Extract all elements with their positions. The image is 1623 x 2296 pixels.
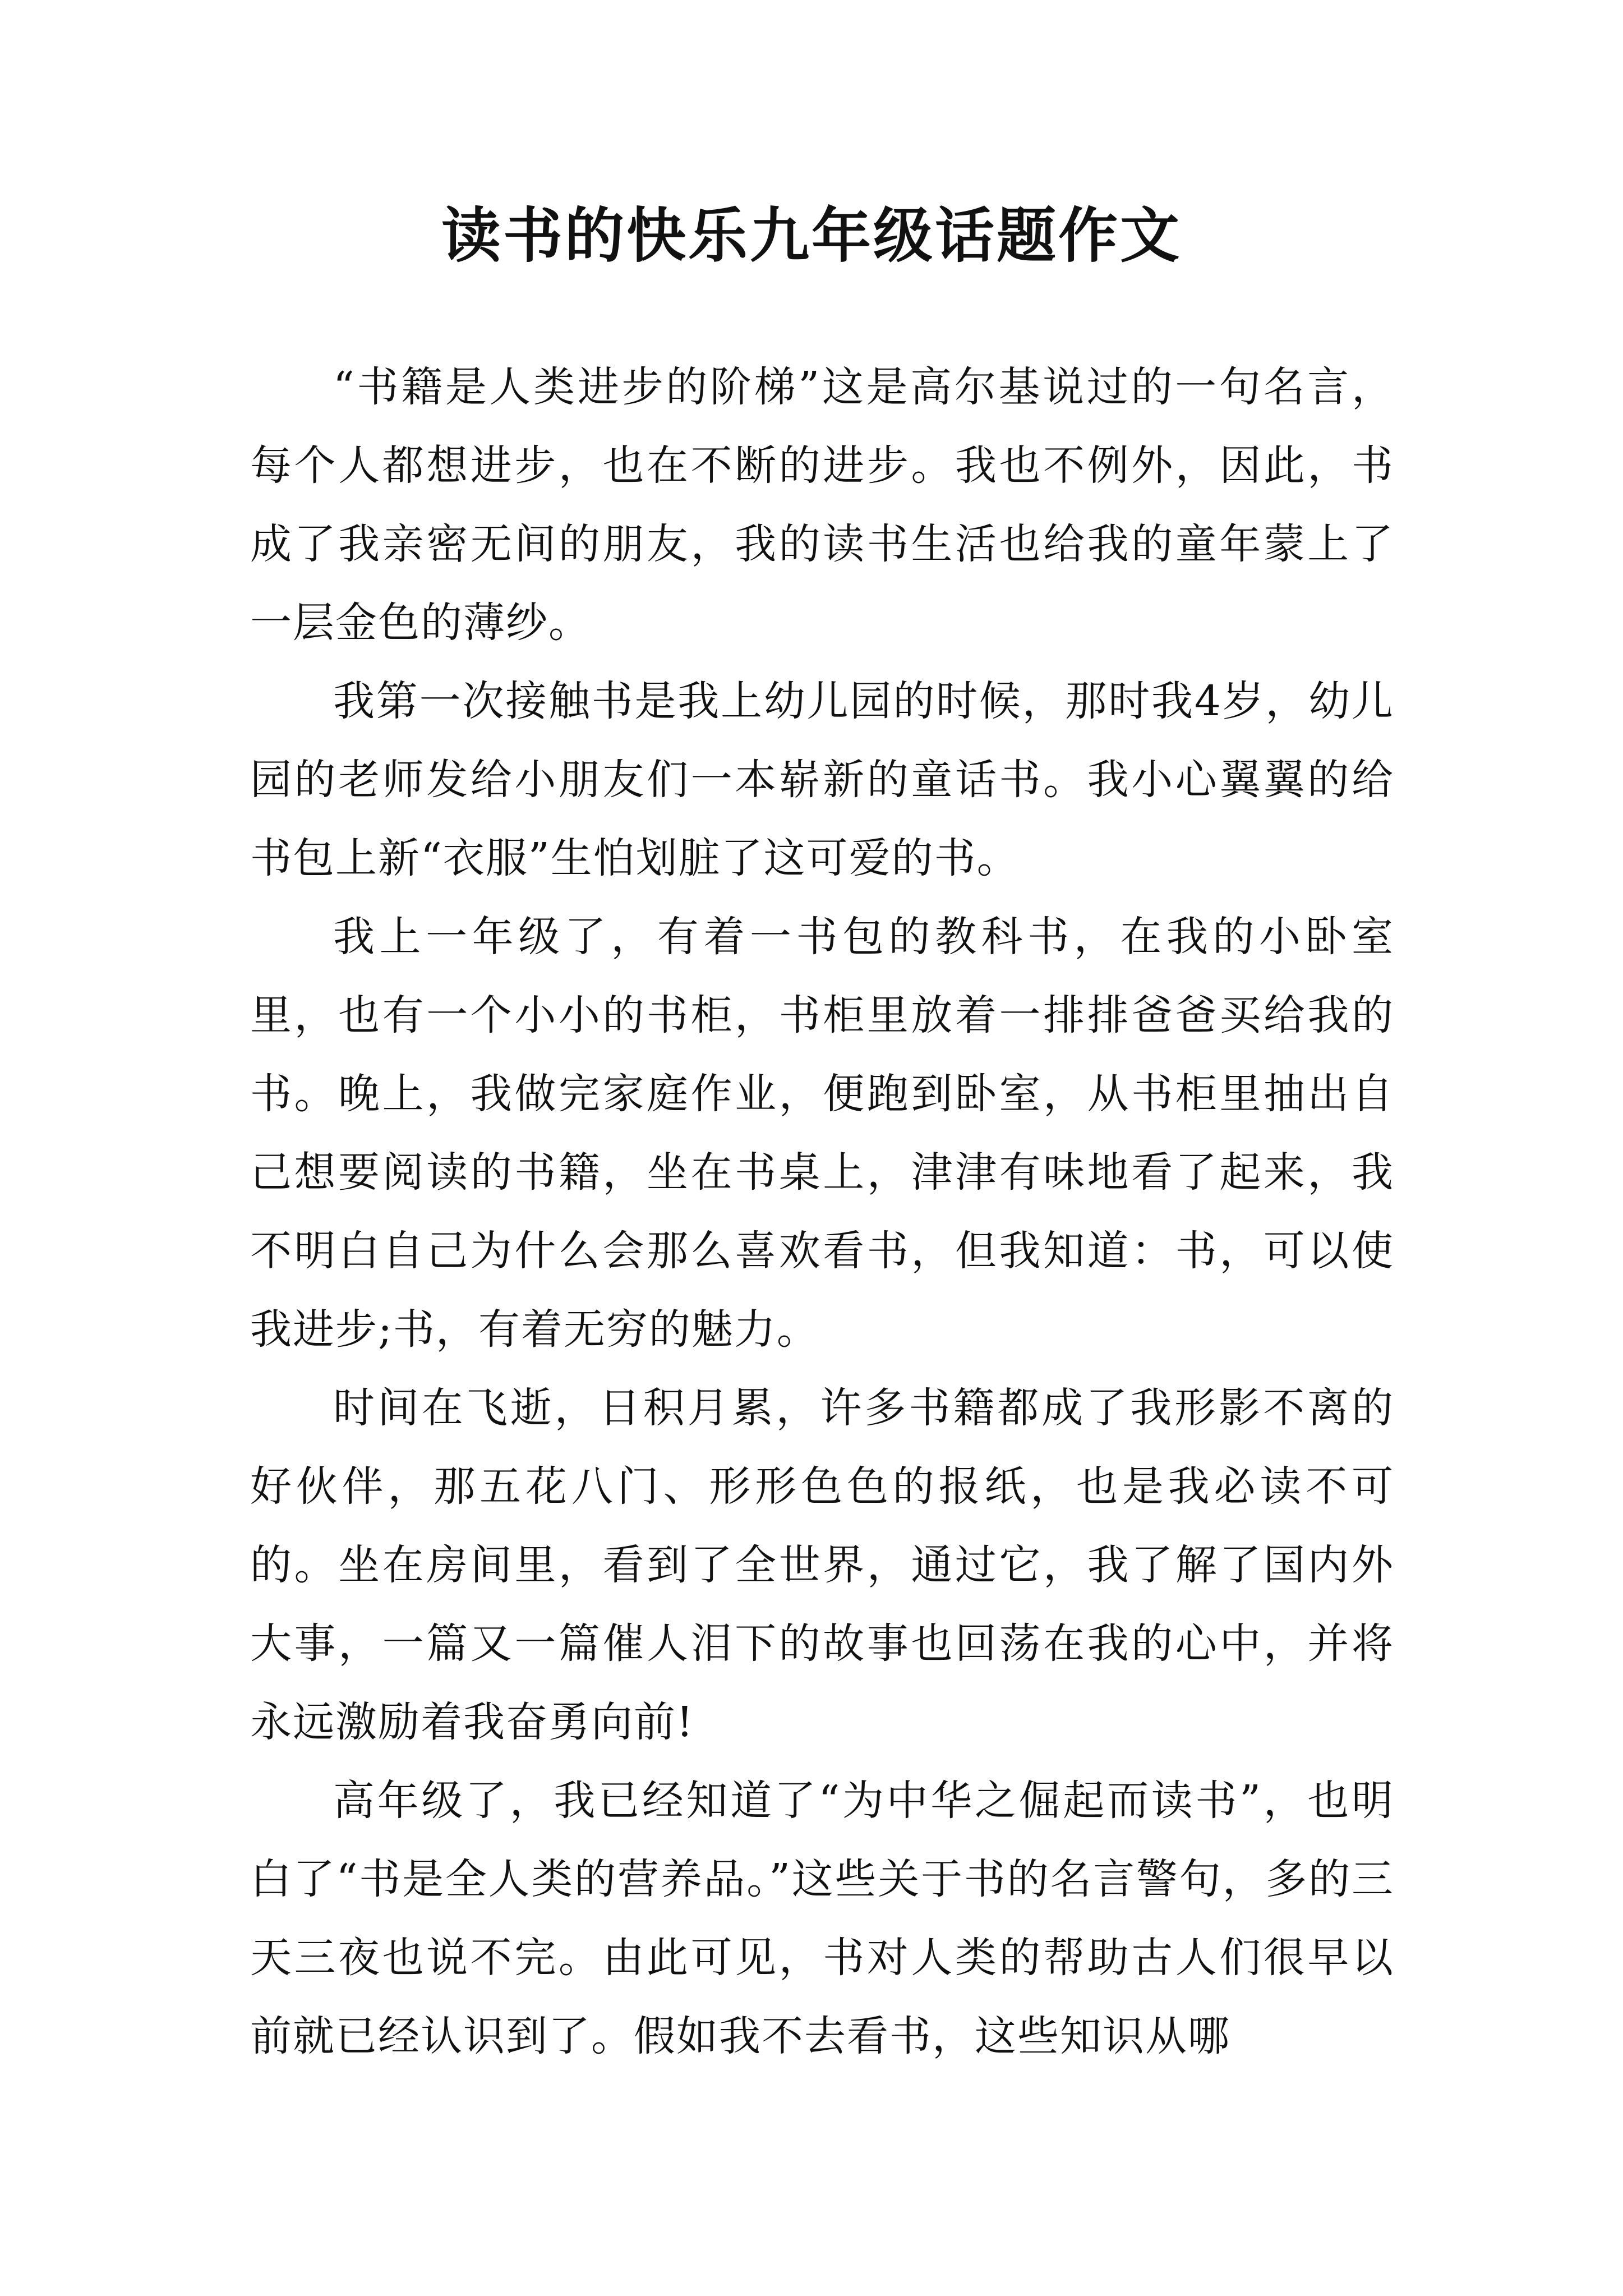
document-body (250, 348, 1394, 2076)
paragraph: 高年级了，我已经知道了“为中华之倔起而读书”，也明白了“书是全人类的营养品。”这些关于书的名言警句，多的三天三夜也说不完。由此可见，书对人类的帮助古人们很早以前就已经认识到了。假如我不去看书，这些知识从哪 (250, 1777, 1394, 2060)
document-title: 读书的快乐九年级话题作文 (441, 200, 1182, 270)
paragraph: 时间在飞逝，日积月累，许多书籍都成了我形影不离的好伙伴，那五花八门、形形色色的报纸，也是我必读不可的。坐在房间里，看到了全世界，通过它，我了解了国内外大事，一篇又一篇催人泪下的故事也回荡在我的心中，并将永远激励着我奋勇向前! (250, 1384, 1394, 1746)
paragraph: “书籍是人类进步的阶梯”这是高尔基说过的一句名言，每个人都想进步，也在不断的进步。我也不例外，因此，书成了我亲密无间的朋友，我的读书生活也给我的童年蒙上了一层金色的薄纱。 (250, 363, 1394, 647)
paragraph: 我第一次接触书是我上幼儿园的时候，那时我4岁，幼儿园的老师发给小朋友们一本崭新的童话书。我小心翼翼的给书包上新“衣服”生怕划脏了这可爱的书。 (250, 677, 1394, 882)
paragraph: 我上一年级了，有着一书包的教科书，在我的小卧室里，也有一个小小的书柜，书柜里放着一排排爸爸买给我的书。晚上，我做完家庭作业，便跑到卧室，从书柜里抽出自己想要阅读的书籍，坐在书桌上，津津有味地看了起来，我不明白自己为什么会那么喜欢看书，但我知道：书，可以使我进步;书，有着无穷的魅力。 (250, 913, 1394, 1354)
